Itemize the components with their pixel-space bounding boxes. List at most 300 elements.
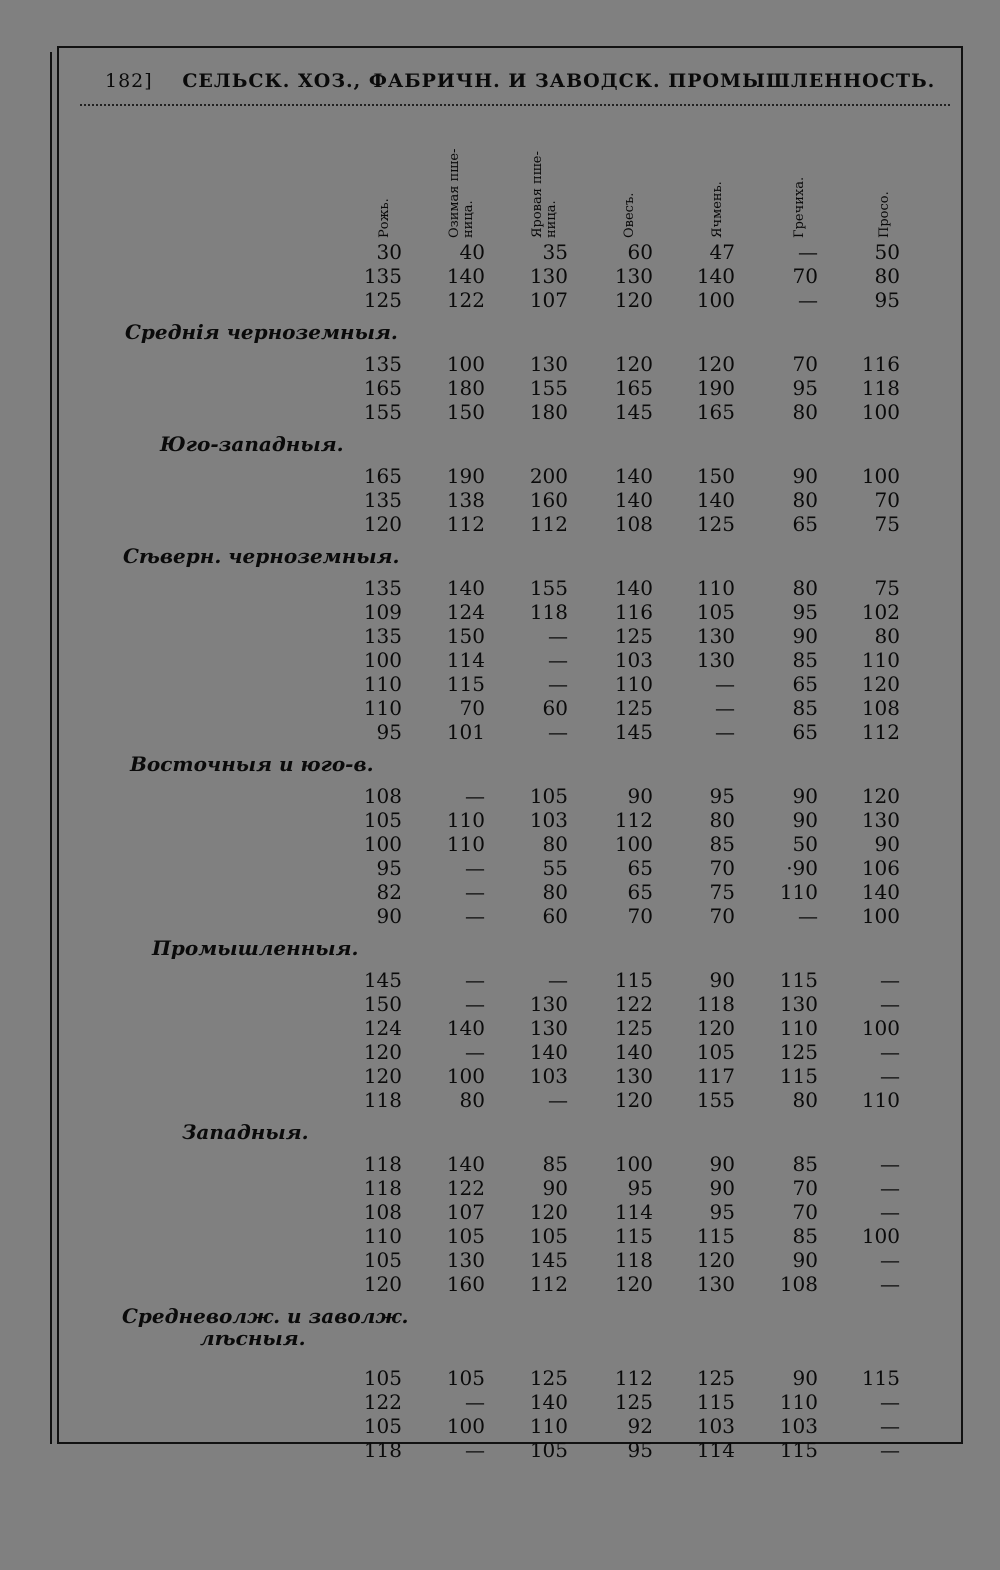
table-cell: 107	[529, 288, 568, 312]
table-cell: 130	[779, 992, 818, 1016]
table-row	[0, 1040, 1000, 1064]
column-header	[780, 118, 820, 238]
table-cell: 130	[446, 1248, 485, 1272]
table-cell: 80	[874, 624, 900, 648]
table-cell: 105	[696, 600, 735, 624]
table-cell: 180	[446, 376, 485, 400]
table-cell: 108	[779, 1272, 818, 1296]
table-cell: 105	[363, 808, 402, 832]
table-cell: 165	[696, 400, 735, 424]
table-cell: 80	[792, 400, 818, 424]
table-cell: —	[465, 968, 485, 992]
table-cell: 150	[363, 992, 402, 1016]
table-cell: —	[798, 288, 818, 312]
table-cell: 120	[696, 1248, 735, 1272]
table-cell: 122	[614, 992, 653, 1016]
table-row	[0, 1248, 1000, 1272]
table-cell: 110	[446, 832, 485, 856]
table-row	[0, 376, 1000, 400]
table-cell: 85	[792, 648, 818, 672]
table-cell: 95	[709, 1200, 735, 1224]
table-cell: 120	[529, 1200, 568, 1224]
table-cell: 140	[529, 1040, 568, 1064]
table-cell: 120	[614, 288, 653, 312]
table-cell: 85	[792, 1152, 818, 1176]
table-cell: 140	[446, 1152, 485, 1176]
table-cell: 92	[627, 1414, 653, 1438]
table-row	[0, 880, 1000, 904]
table-cell: —	[880, 1248, 900, 1272]
table-cell: 70	[627, 904, 653, 928]
table-cell: 95	[874, 288, 900, 312]
page-number: 182]	[105, 70, 153, 92]
table-cell: 115	[446, 672, 485, 696]
table-cell: 90	[376, 904, 402, 928]
table-cell: 125	[696, 512, 735, 536]
table-cell: 82	[376, 880, 402, 904]
table-cell: 95	[709, 784, 735, 808]
table-cell: 90	[792, 1366, 818, 1390]
table-cell: 120	[696, 1016, 735, 1040]
table-cell: 100	[861, 1016, 900, 1040]
table-cell: 145	[614, 400, 653, 424]
column-header	[365, 118, 405, 238]
table-cell: —	[465, 1438, 485, 1462]
table-cell: 115	[861, 1366, 900, 1390]
table-cell: 65	[792, 512, 818, 536]
table-cell: 125	[696, 1366, 735, 1390]
table-cell: 100	[861, 904, 900, 928]
table-cell: 135	[363, 624, 402, 648]
table-cell: 115	[614, 1224, 653, 1248]
table-row	[0, 696, 1000, 720]
table-row	[0, 600, 1000, 624]
table-cell: 108	[861, 696, 900, 720]
table-cell: 110	[779, 1390, 818, 1414]
table-cell: 116	[614, 600, 653, 624]
table-cell: 140	[529, 1390, 568, 1414]
table-cell: 95	[376, 720, 402, 744]
table-cell: 47	[709, 240, 735, 264]
table-cell: 90	[627, 784, 653, 808]
table-cell: 145	[614, 720, 653, 744]
table-cell: 150	[446, 400, 485, 424]
table-cell: 114	[696, 1438, 735, 1462]
column-header	[525, 118, 565, 238]
table-cell: 155	[696, 1088, 735, 1112]
table-cell: 120	[363, 1272, 402, 1296]
table-cell: —	[548, 1088, 568, 1112]
table-cell: 117	[696, 1064, 735, 1088]
table-cell: 190	[446, 464, 485, 488]
table-row	[0, 1176, 1000, 1200]
table-cell: 114	[446, 648, 485, 672]
table-row	[0, 624, 1000, 648]
table-row	[0, 1016, 1000, 1040]
table-cell: 112	[446, 512, 485, 536]
table-cell: 75	[874, 576, 900, 600]
table-cell: 80	[792, 488, 818, 512]
table-cell: 70	[792, 352, 818, 376]
table-cell: 122	[363, 1390, 402, 1414]
table-cell: —	[715, 720, 735, 744]
table-cell: 110	[779, 1016, 818, 1040]
table-cell: 105	[363, 1248, 402, 1272]
table-cell: 100	[446, 352, 485, 376]
table-cell: 100	[446, 1064, 485, 1088]
table-cell: 110	[861, 1088, 900, 1112]
table-cell: 135	[363, 576, 402, 600]
table-cell: 120	[861, 784, 900, 808]
table-cell: 130	[614, 264, 653, 288]
table-cell: 90	[542, 1176, 568, 1200]
table-cell: 30	[376, 240, 402, 264]
table-cell: —	[880, 1438, 900, 1462]
column-header-label: Ячмень.	[710, 181, 725, 238]
table-row	[0, 464, 1000, 488]
table-cell: 115	[696, 1224, 735, 1248]
table-cell: —	[465, 784, 485, 808]
table-cell: 110	[446, 808, 485, 832]
table-cell: 110	[529, 1414, 568, 1438]
table-row	[0, 264, 1000, 288]
table-cell: 109	[363, 600, 402, 624]
table-row	[0, 904, 1000, 928]
table-cell: 155	[529, 576, 568, 600]
table-cell: 135	[363, 488, 402, 512]
table-cell: 118	[363, 1152, 402, 1176]
table-cell: 130	[696, 648, 735, 672]
table-cell: 165	[363, 464, 402, 488]
table-cell: 55	[542, 856, 568, 880]
table-cell: 90	[792, 784, 818, 808]
table-cell: 60	[542, 696, 568, 720]
table-cell: —	[880, 1272, 900, 1296]
table-cell: 122	[446, 1176, 485, 1200]
table-cell: 124	[363, 1016, 402, 1040]
table-cell: 105	[529, 784, 568, 808]
table-cell: —	[465, 856, 485, 880]
table-cell: 95	[792, 376, 818, 400]
section-heading-continued: лѣсныя.	[200, 1326, 306, 1350]
table-row	[0, 400, 1000, 424]
table-cell: 105	[446, 1224, 485, 1248]
table-cell: 85	[542, 1152, 568, 1176]
table-cell: —	[715, 672, 735, 696]
table-cell: 102	[861, 600, 900, 624]
table-cell: 120	[363, 1040, 402, 1064]
table-row	[0, 1224, 1000, 1248]
table-cell: —	[798, 904, 818, 928]
table-cell: 100	[861, 400, 900, 424]
table-cell: 90	[709, 968, 735, 992]
table-cell: 80	[542, 880, 568, 904]
page-title: СЕЛЬСК. ХОЗ., ФАБРИЧН. И ЗАВОДСК. ПРОМЫШЛЕННОСТЬ.	[182, 70, 936, 92]
table-cell: 70	[792, 1200, 818, 1224]
table-cell: 160	[529, 488, 568, 512]
table-cell: 85	[792, 1224, 818, 1248]
table-cell: —	[880, 968, 900, 992]
table-cell: 105	[446, 1366, 485, 1390]
table-cell: 115	[779, 1438, 818, 1462]
table-cell: 135	[363, 352, 402, 376]
column-header-label: Просо.	[877, 191, 892, 238]
table-cell: 160	[446, 1272, 485, 1296]
table-cell: 80	[459, 1088, 485, 1112]
table-cell: 145	[363, 968, 402, 992]
table-cell: 200	[529, 464, 568, 488]
table-cell: 100	[861, 464, 900, 488]
table-cell: 100	[696, 288, 735, 312]
table-cell: —	[548, 672, 568, 696]
table-row	[0, 992, 1000, 1016]
table-cell: —	[548, 648, 568, 672]
table-cell: 65	[792, 720, 818, 744]
table-cell: 90	[709, 1176, 735, 1200]
section-heading: Среднія черноземныя.	[125, 320, 398, 344]
table-cell: 90	[792, 808, 818, 832]
table-cell: 95	[627, 1176, 653, 1200]
table-row	[0, 1088, 1000, 1112]
table-cell: 140	[861, 880, 900, 904]
table-row	[0, 1152, 1000, 1176]
table-cell: —	[548, 720, 568, 744]
table-cell: 70	[709, 856, 735, 880]
table-row	[0, 1366, 1000, 1390]
table-cell: 120	[696, 352, 735, 376]
table-cell: 100	[363, 648, 402, 672]
table-cell: 122	[446, 288, 485, 312]
column-header-label: Рожь.	[377, 198, 392, 238]
table-cell: 105	[363, 1366, 402, 1390]
table-cell: 35	[542, 240, 568, 264]
table-cell: 130	[861, 808, 900, 832]
table-cell: 155	[529, 376, 568, 400]
section-heading: Промышленныя.	[152, 936, 359, 960]
table-cell: 70	[459, 696, 485, 720]
table-cell: 70	[792, 264, 818, 288]
table-row	[0, 512, 1000, 536]
table-cell: 135	[363, 264, 402, 288]
column-header	[865, 118, 905, 238]
table-cell: 115	[696, 1390, 735, 1414]
table-cell: 95	[792, 600, 818, 624]
table-row	[0, 720, 1000, 744]
table-cell: 118	[861, 376, 900, 400]
table-cell: 150	[696, 464, 735, 488]
table-cell: —	[798, 240, 818, 264]
table-cell: 80	[792, 576, 818, 600]
table-cell: 100	[614, 832, 653, 856]
table-cell: —	[880, 1200, 900, 1224]
table-row	[0, 1272, 1000, 1296]
table-cell: 103	[529, 808, 568, 832]
table-cell: —	[465, 904, 485, 928]
table-cell: 105	[696, 1040, 735, 1064]
page-header	[105, 70, 936, 100]
table-cell: 103	[614, 648, 653, 672]
table-cell: 70	[792, 1176, 818, 1200]
table-cell: 120	[614, 1088, 653, 1112]
table-cell: 130	[529, 1016, 568, 1040]
table-cell: 65	[792, 672, 818, 696]
table-cell: 105	[363, 1414, 402, 1438]
table-cell: 120	[861, 672, 900, 696]
table-cell: 124	[446, 600, 485, 624]
table-cell: —	[465, 992, 485, 1016]
table-cell: 85	[792, 696, 818, 720]
table-cell: 70	[874, 488, 900, 512]
section-heading: Юго-западныя.	[160, 432, 344, 456]
table-cell: 118	[363, 1438, 402, 1462]
table-row	[0, 784, 1000, 808]
table-cell: 110	[363, 672, 402, 696]
table-row	[0, 1438, 1000, 1462]
table-cell: —	[548, 968, 568, 992]
table-cell: 85	[709, 832, 735, 856]
table-cell: 110	[779, 880, 818, 904]
table-cell: 116	[861, 352, 900, 376]
table-cell: 100	[614, 1152, 653, 1176]
table-row	[0, 808, 1000, 832]
column-header-label: Озимая пше- ница.	[447, 148, 476, 238]
table-cell: 120	[614, 1272, 653, 1296]
column-header-label: Овесъ.	[622, 192, 637, 238]
table-cell: 165	[363, 376, 402, 400]
section-heading: Средневолж. и заволж.	[122, 1304, 409, 1328]
table-cell: —	[715, 696, 735, 720]
table-cell: 140	[614, 576, 653, 600]
table-cell: —	[880, 1176, 900, 1200]
table-cell: 80	[542, 832, 568, 856]
table-cell: 130	[529, 992, 568, 1016]
header-rule	[80, 104, 950, 106]
table-cell: 125	[779, 1040, 818, 1064]
table-cell: 118	[363, 1088, 402, 1112]
table-row	[0, 1064, 1000, 1088]
table-cell: 90	[792, 464, 818, 488]
table-cell: 107	[446, 1200, 485, 1224]
table-cell: 103	[696, 1414, 735, 1438]
table-cell: 155	[363, 400, 402, 424]
table-cell: 138	[446, 488, 485, 512]
table-cell: 140	[614, 464, 653, 488]
table-cell: 110	[861, 648, 900, 672]
table-cell: 190	[696, 376, 735, 400]
column-header	[610, 118, 650, 238]
table-cell: 100	[446, 1414, 485, 1438]
table-row	[0, 576, 1000, 600]
table-cell: —	[880, 1152, 900, 1176]
table-cell: 90	[874, 832, 900, 856]
table-cell: 140	[446, 1016, 485, 1040]
table-cell: 80	[709, 808, 735, 832]
table-cell: 140	[446, 576, 485, 600]
section-heading: Восточныя и юго-в.	[130, 752, 374, 776]
table-cell: 180	[529, 400, 568, 424]
table-row	[0, 648, 1000, 672]
table-cell: 120	[363, 1064, 402, 1088]
table-cell: 90	[792, 1248, 818, 1272]
table-cell: 118	[529, 600, 568, 624]
table-cell: 110	[363, 696, 402, 720]
table-cell: 112	[529, 512, 568, 536]
table-cell: —	[880, 1414, 900, 1438]
table-row	[0, 488, 1000, 512]
table-row	[0, 1200, 1000, 1224]
column-header	[698, 118, 738, 238]
table-cell: 65	[627, 856, 653, 880]
table-row	[0, 352, 1000, 376]
table-cell: 115	[779, 968, 818, 992]
table-cell: —	[465, 880, 485, 904]
table-cell: 145	[529, 1248, 568, 1272]
table-cell: —	[465, 1040, 485, 1064]
table-row	[0, 240, 1000, 264]
table-cell: 106	[861, 856, 900, 880]
table-cell: 130	[529, 264, 568, 288]
table-cell: 115	[779, 1064, 818, 1088]
section-heading: Западныя.	[182, 1120, 309, 1144]
table-cell: 108	[614, 512, 653, 536]
table-cell: 125	[614, 1390, 653, 1414]
table-cell: 125	[614, 696, 653, 720]
table-cell: 140	[696, 264, 735, 288]
table-row	[0, 832, 1000, 856]
table-cell: 80	[792, 1088, 818, 1112]
table-cell: —	[465, 1390, 485, 1414]
column-header-label: Гречиха.	[792, 176, 807, 238]
table-row	[0, 968, 1000, 992]
table-cell: 114	[614, 1200, 653, 1224]
table-cell: 101	[446, 720, 485, 744]
table-cell: 120	[363, 512, 402, 536]
table-cell: 90	[792, 624, 818, 648]
table-cell: 100	[363, 832, 402, 856]
table-cell: 103	[529, 1064, 568, 1088]
table-cell: —	[880, 992, 900, 1016]
table-cell: 120	[614, 352, 653, 376]
table-cell: 112	[614, 808, 653, 832]
table-cell: 130	[529, 352, 568, 376]
table-cell: 100	[861, 1224, 900, 1248]
table-cell: 118	[696, 992, 735, 1016]
table-cell: 60	[627, 240, 653, 264]
table-cell: 112	[529, 1272, 568, 1296]
section-heading: Сѣверн. черноземныя.	[123, 544, 400, 568]
table-cell: 103	[779, 1414, 818, 1438]
table-cell: 118	[363, 1176, 402, 1200]
table-cell: 110	[696, 576, 735, 600]
table-cell: 105	[529, 1438, 568, 1462]
table-cell: 130	[696, 1272, 735, 1296]
table-row	[0, 856, 1000, 880]
table-cell: 110	[363, 1224, 402, 1248]
table-cell: 125	[529, 1366, 568, 1390]
table-cell: 150	[446, 624, 485, 648]
table-cell: 50	[874, 240, 900, 264]
table-cell: —	[880, 1040, 900, 1064]
table-cell: 125	[614, 1016, 653, 1040]
table-cell: 130	[696, 624, 735, 648]
table-cell: —	[880, 1064, 900, 1088]
table-cell: —	[880, 1390, 900, 1414]
table-cell: 125	[614, 624, 653, 648]
table-cell: 115	[614, 968, 653, 992]
table-cell: 80	[874, 264, 900, 288]
table-cell: 110	[614, 672, 653, 696]
table-cell: 95	[376, 856, 402, 880]
